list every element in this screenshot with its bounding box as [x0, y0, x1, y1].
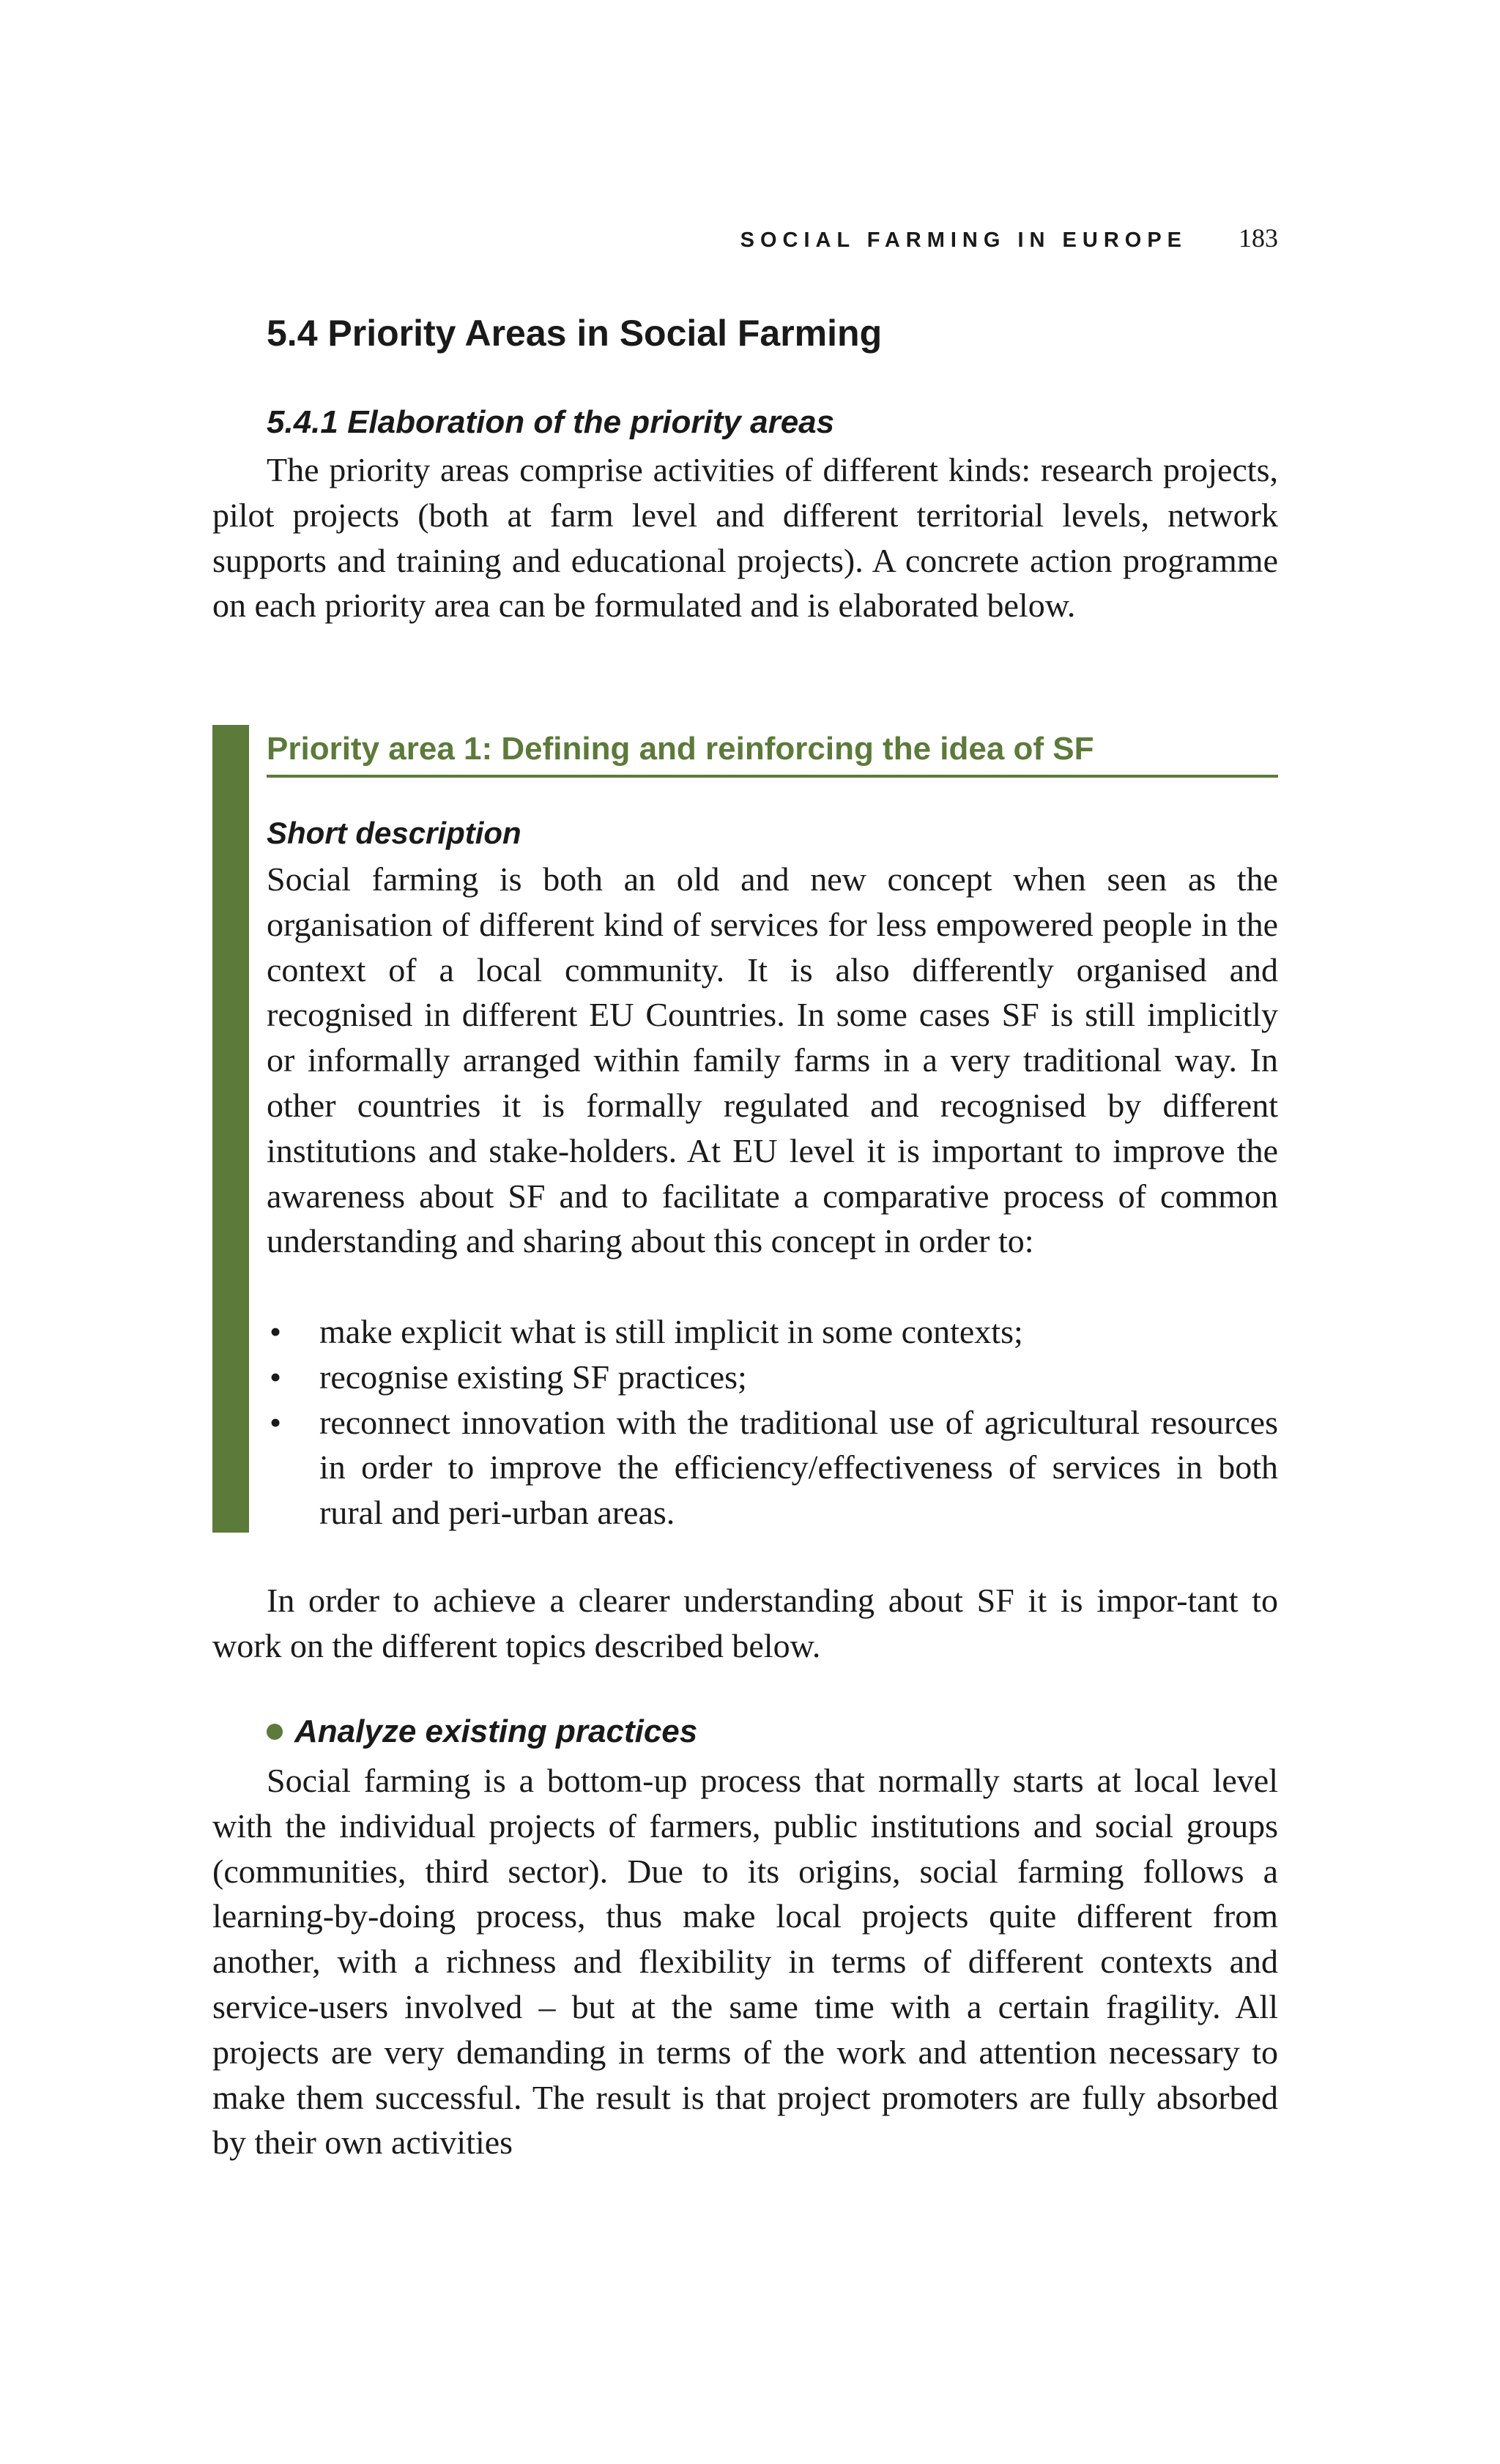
bullet-text: recognise existing SF practices; — [319, 1358, 747, 1396]
priority-area-title: Priority area 1: Defining and reinforcing the idea of SF — [267, 725, 1278, 778]
green-bullet-icon — [267, 1724, 283, 1740]
bullet-item — [267, 1400, 1278, 1536]
bullet-dot-icon: • — [270, 1358, 282, 1396]
bullet-item — [267, 1309, 1278, 1355]
short-description-heading: Short description — [267, 816, 521, 850]
page-number: 183 — [1239, 223, 1278, 253]
bullet-dot-icon: • — [270, 1313, 282, 1350]
after-box-paragraph: In order to achieve a clearer understanding about SF it is impor-tant to work on the different topics described below. — [212, 1582, 1278, 1664]
intro-paragraph: The priority areas comprise activities of different kinds: research projects, pilot projects (both at farm level and different territorial levels, network supports and training and educational projects). A concrete action programme on each priority area can be formulated and is elaborated below. — [212, 451, 1278, 625]
subsection-heading: 5.4.1 Elaboration of the priority areas — [267, 404, 835, 440]
bullet-item — [267, 1355, 1278, 1400]
analyze-practices-label: Analyze existing practices — [294, 1713, 698, 1749]
bullet-dot-icon: • — [270, 1403, 282, 1441]
analyze-practices-heading — [267, 1713, 697, 1750]
bullet-text: make explicit what is still implicit in some contexts; — [319, 1313, 1023, 1350]
running-title: SOCIAL FARMING IN EUROPE — [740, 228, 1187, 252]
bullet-text: reconnect innovation with the traditional use of agricultural resources in order to improve the efficiency/effectiveness of services in both rural and peri-urban areas. — [319, 1403, 1278, 1532]
section-heading: 5.4 Priority Areas in Social Farming — [267, 313, 883, 354]
priority-area-body: Social farming is both an old and new concept when seen as the organisation of different kind of services for less empowered people in the context of a local community. It is also differently organised and recognised in different EU Countries. In some cases SF is still implicitly or informally arranged within family farms in a very traditional way. In other countries it is formally regulated and recognised by different institutions and stake-holders. At EU level it is important to improve the awareness about SF and to facilitate a comparative process of common understanding and sharing about this concept in order to: — [267, 860, 1278, 1260]
practices-paragraph: Social farming is a bottom-up process that normally starts at local level with the individual projects of farmers, public institutions and social groups (communities, third sector). Due to its origins, social farming follows a learning-by-doing process, thus make local projects quite different from another, with a richness and flexibility in terms of different contexts and service-users involved – but at the same time with a certain fragility. All projects are very demanding in terms of the work and attention necessary to make them successful. The result is that project promoters are fully absorbed by their own activities — [212, 1762, 1278, 2162]
running-head — [732, 223, 1278, 253]
green-side-bar — [212, 725, 249, 1533]
priority-bullet-list — [267, 1309, 1278, 1536]
